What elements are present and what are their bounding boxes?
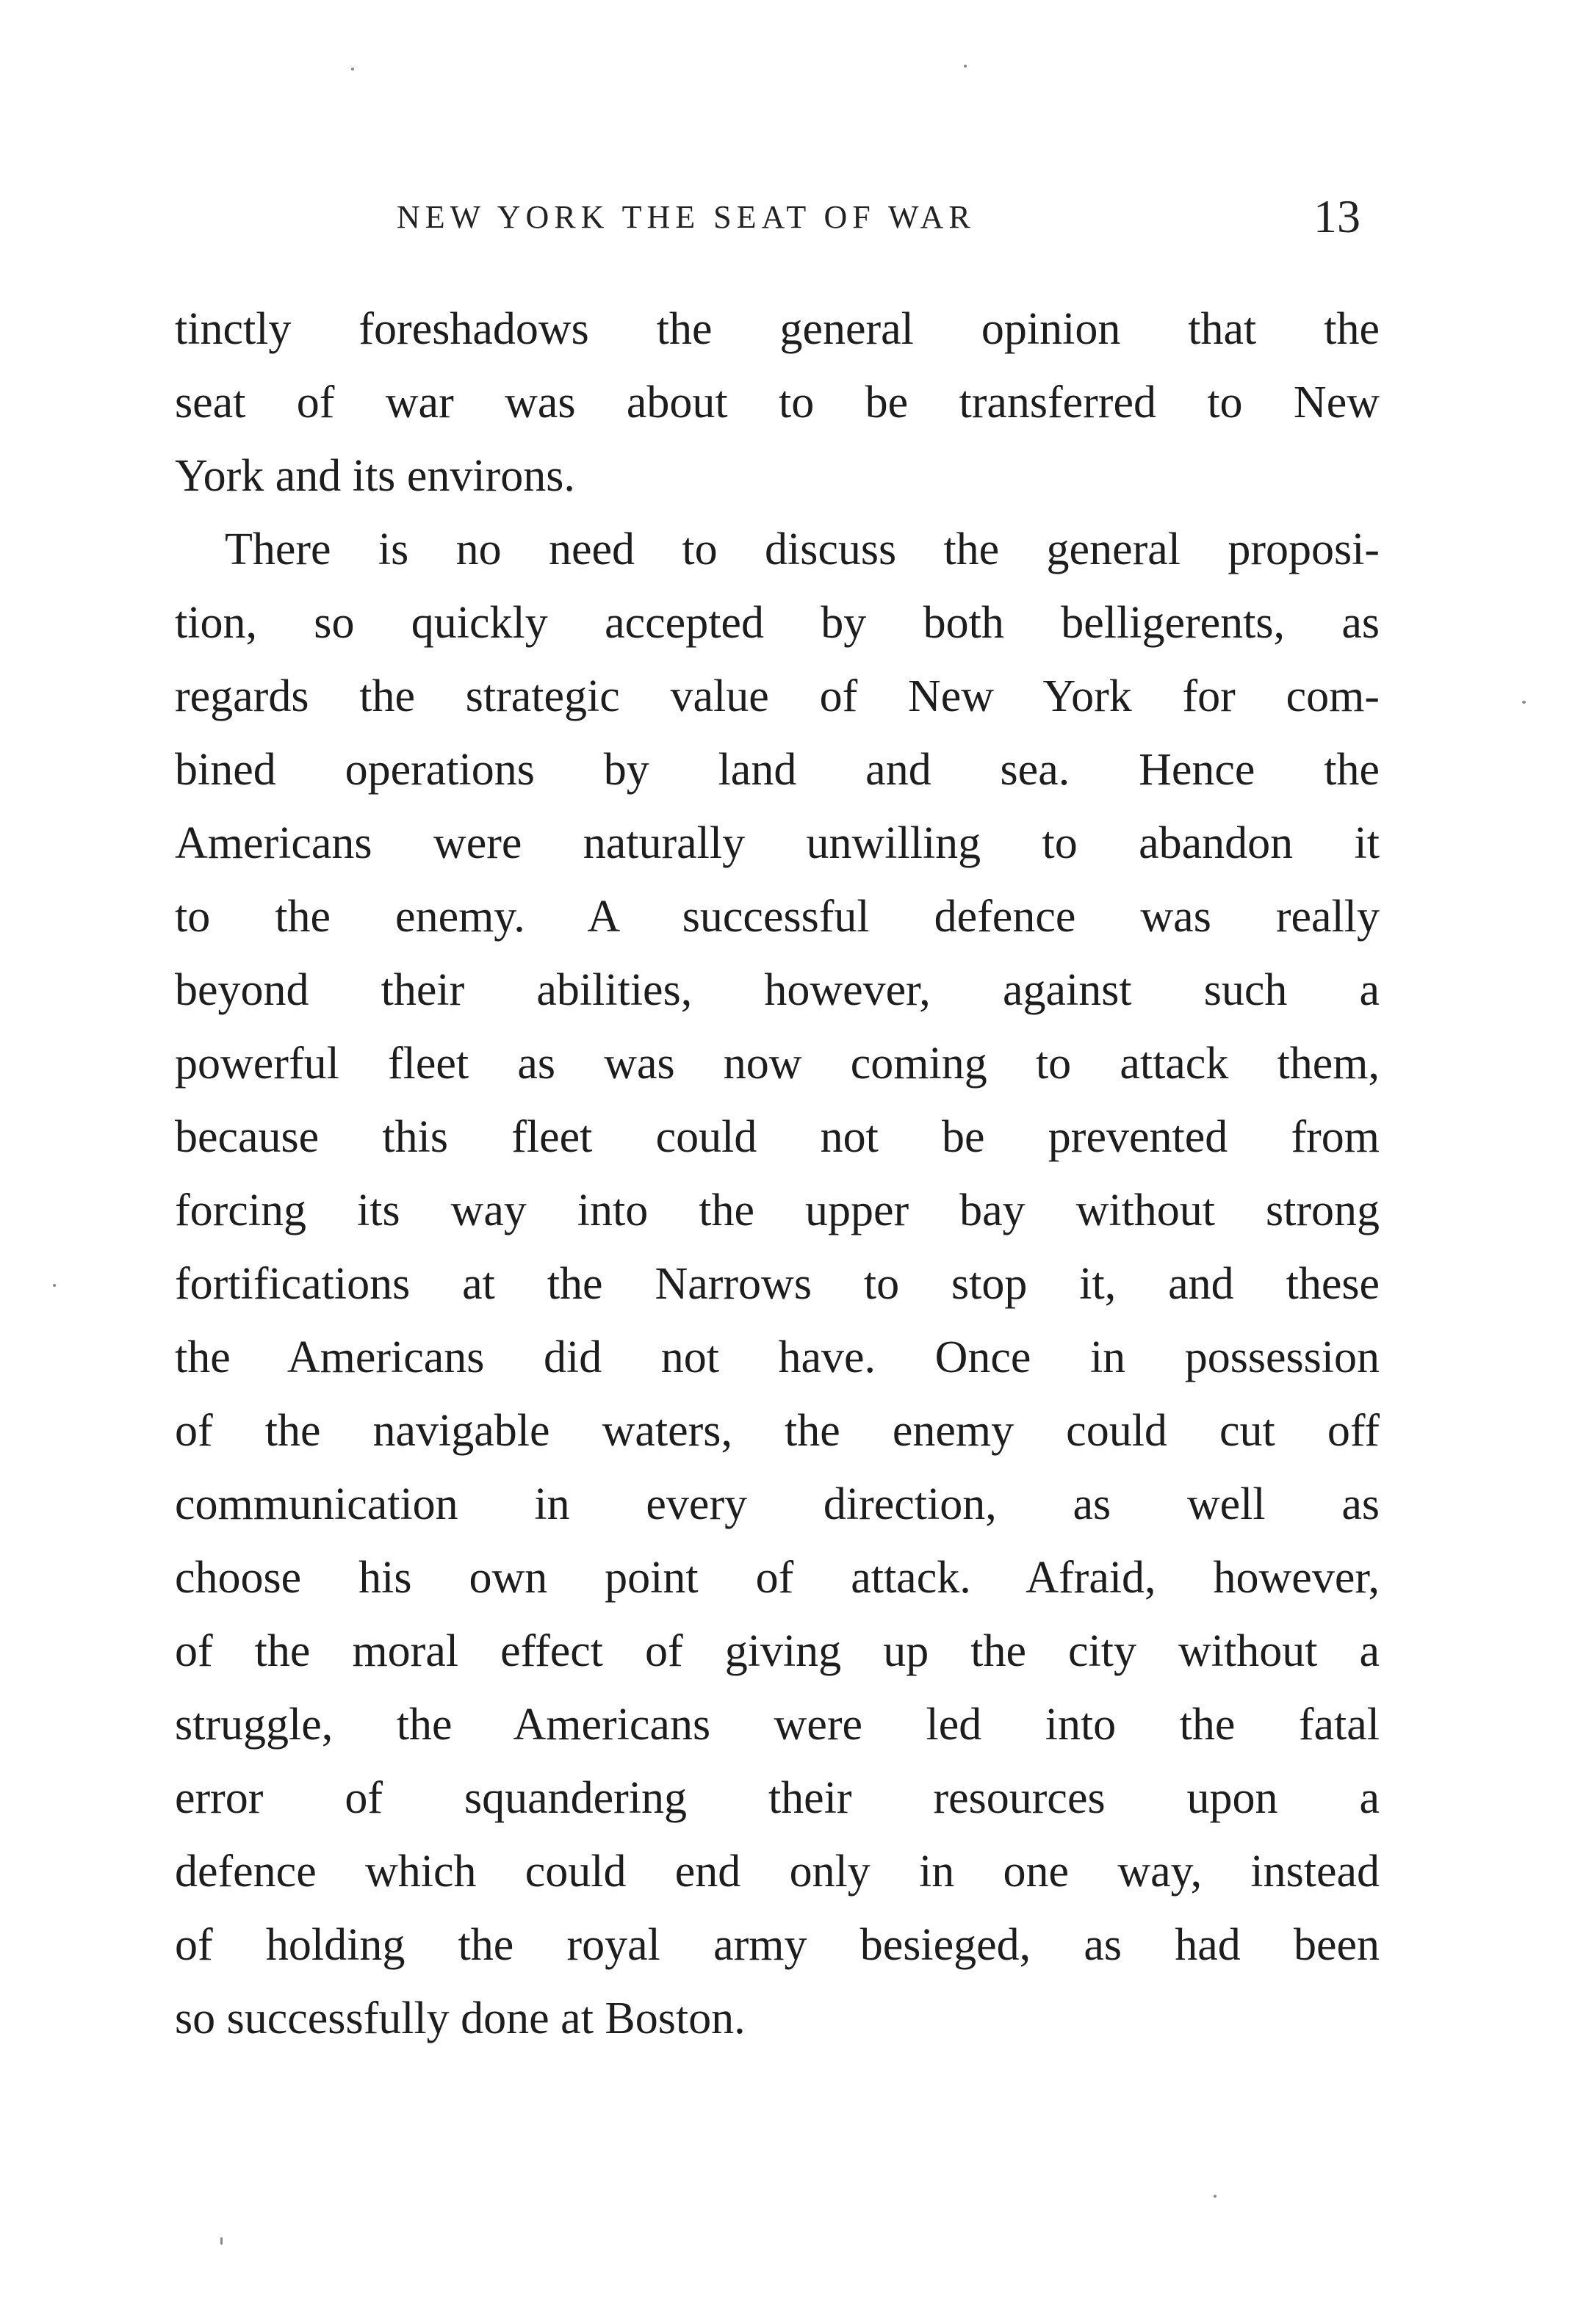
- text-line: so successfully done at Boston.: [175, 1993, 746, 2043]
- paper-speck: [1214, 2195, 1217, 2198]
- text-line: of the moral effect of giving up the city without a: [175, 1626, 1380, 1676]
- text-line: forcing its way into the upper bay without strong: [175, 1186, 1380, 1235]
- page-number: 13: [1313, 190, 1360, 242]
- paper-speck: [220, 2237, 223, 2245]
- paper-speck: [964, 65, 967, 68]
- text-line: tinctly foreshadows the general opinion that the: [175, 304, 1380, 354]
- text-line: error of squandering their resources upon a: [175, 1773, 1380, 1823]
- text-line: Americans were naturally unwilling to abandon it: [175, 818, 1380, 868]
- paper-speck: [351, 68, 354, 71]
- text-line: communication in every direction, as well as: [175, 1479, 1380, 1529]
- paper-speck: [1522, 701, 1526, 704]
- running-head: NEW YORK THE SEAT OF WAR: [397, 199, 976, 235]
- text-line: tion, so quickly accepted by both belligerents, as: [175, 598, 1380, 648]
- paper-speck: [53, 1284, 56, 1287]
- text-line: seat of war was about to be transferred to New: [175, 378, 1380, 427]
- text-line: defence which could end only in one way, instead: [175, 1847, 1380, 1897]
- text-line: of holding the royal army besieged, as had been: [175, 1920, 1380, 1970]
- text-line: York and its environs.: [175, 451, 575, 501]
- text-line: fortifications at the Narrows to stop it, and these: [175, 1259, 1380, 1309]
- text-line: to the enemy. A successful defence was really: [175, 892, 1380, 942]
- text-line: regards the strategic value of New York for com-: [175, 671, 1380, 721]
- text-line: of the navigable waters, the enemy could cut off: [175, 1406, 1380, 1456]
- text-line: the Americans did not have. Once in possession: [175, 1332, 1380, 1382]
- text-line: because this fleet could not be prevented from: [175, 1112, 1380, 1162]
- text-line: There is no need to discuss the general proposi-: [225, 524, 1380, 574]
- text-line: powerful fleet as was now coming to attack them,: [175, 1039, 1380, 1089]
- text-line: bined operations by land and sea. Hence the: [175, 745, 1380, 795]
- text-line: struggle, the Americans were led into the fatal: [175, 1700, 1380, 1750]
- text-line: beyond their abilities, however, against such a: [175, 965, 1380, 1015]
- text-line: choose his own point of attack. Afraid, however,: [175, 1553, 1380, 1603]
